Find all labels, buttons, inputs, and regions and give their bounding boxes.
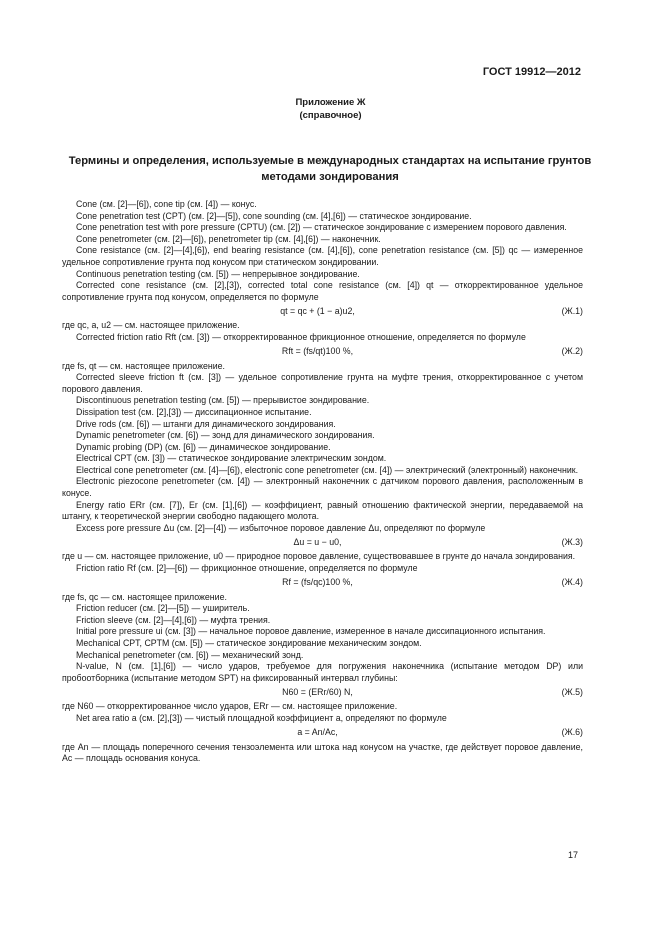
term-line: Friction sleeve (см. [2]—[4],[6]) — муфта трения. xyxy=(76,614,271,625)
term-line: Continuous penetration testing (см. [5]) — непрерывное зондирование. xyxy=(76,268,360,279)
term-line: Cone (см. [2]—[6]), cone tip (см. [4]) — конус. xyxy=(76,199,257,209)
formula: Rft = (fs/qt)100 %, xyxy=(281,346,354,357)
term-line: Mechanical CPT, CPTM (см. [5]) — статическое зондирование механическим зондом. xyxy=(76,638,422,648)
standard-number: ГОСТ 19912—2012 xyxy=(482,66,581,78)
formula: Δu = u − u0, xyxy=(293,537,342,548)
term-line: где fs, qt — см. настоящее приложение. xyxy=(62,360,225,371)
term-line: N-value, N (см. [1],[6]) — число ударов, требуемое для погружения наконечника (испытание методом DP) или пробоотборника (испытание методом SPT) на фиксированный интервал глубины: xyxy=(62,661,583,683)
page-number: 17 xyxy=(567,850,578,860)
term-line: Corrected friction ratio Rft (см. [3]) — откорректированное фрикционное отношение, определяется по формуле xyxy=(76,331,526,342)
formula-row xyxy=(62,534,583,551)
term-line: Dissipation test (см. [2],[3]) — диссипационное испытание. xyxy=(76,406,312,417)
formula-number: (Ж.6) xyxy=(561,727,583,738)
term-line: Net area ratio a (см. [2],[3]) — чистый площадной коэффициент a, определяют по формуле xyxy=(76,712,447,723)
term-line: Dynamic penetrometer (см. [6]) — зонд для динамического зондирования. xyxy=(76,430,375,441)
term-line: Mechanical penetrometer (см. [6]) — механический зонд. xyxy=(76,649,304,660)
term-line: где N60 — откорректированное число ударов, ERr — см. настоящее приложение. xyxy=(62,701,398,712)
term-line: Corrected cone resistance (см. [2],[3]), corrected total cone resistance (см. [4]) qt — откорректированное удельное сопротивление грунта под конусом, определяется по формуле xyxy=(62,280,583,302)
term-line: Cone penetrometer (см. [2]—[6]), penetrometer tip (см. [4],[6]) — наконечник. xyxy=(76,233,381,244)
appendix-subtitle: (справочное) xyxy=(299,110,362,121)
section-heading: Термины и определения, используемые в международных стандартах на испытание грунтов методами зондирования xyxy=(68,155,592,183)
term-line: где u — см. настоящее приложение, u0 — природное поровое давление, существовавшее в грунте до начала зондирования. xyxy=(62,551,576,562)
term-line: Initial pore pressure ui (см. [3]) — начальное поровое давление, измеренное в начале диссипационного испытания. xyxy=(76,626,546,637)
term-line: Electrical cone penetrometer (см. [4]—[6]), electronic cone penetrometer (см. [4]) — электрический (электронный) наконечник. xyxy=(76,464,579,475)
term-line: Discontinuous penetration testing (см. [5]) — прерывистое зондирование. xyxy=(76,395,370,406)
term-line: Excess pore pressure Δu (см. [2]—[4]) — избыточное поровое давление Δu, определяют по формуле xyxy=(76,522,486,533)
formula-row xyxy=(62,344,583,361)
term-line: Electrical CPT (см. [3]) — статическое зондирование электрическим зондом. xyxy=(76,453,387,464)
term-line: Drive rods (см. [6]) — штанги для динамического зондирования. xyxy=(76,418,336,429)
terms-body xyxy=(62,199,583,765)
formula-number: (Ж.2) xyxy=(561,346,583,357)
formula-number: (Ж.5) xyxy=(561,687,583,698)
term-line: Friction ratio Rf (см. [2]—[6]) — фрикционное отношение, определяется по формуле xyxy=(76,563,418,574)
formula: a = An/Ac, xyxy=(297,727,338,738)
formula-row xyxy=(62,684,583,701)
term-line: Cone penetration test (CPT) (см. [2]—[5]), cone sounding (см. [4],[6]) — статическое зондирование. xyxy=(76,210,472,221)
appendix-title: Приложение Ж xyxy=(295,97,366,108)
term-line: где fs, qc — см. настоящее приложение. xyxy=(62,591,227,602)
formula-number: (Ж.1) xyxy=(561,306,583,317)
formula-row xyxy=(62,575,583,592)
formula-number: (Ж.4) xyxy=(561,577,583,588)
formula: Rf = (fs/qc)100 %, xyxy=(282,577,353,588)
term-line: где An — площадь поперечного сечения тензоэлемента или штока над конусом на участке, где действует поровое давление, Ac — площадь основания конуса. xyxy=(62,741,583,764)
formula-row xyxy=(62,725,583,742)
formula-row xyxy=(62,303,583,320)
term-line: где qc, a, u2 — см. настоящее приложение. xyxy=(62,320,240,331)
term-line: Energy ratio ERr (см. [7]), Er (см. [1],[6]) — коэффициент, равный отношению фактической энергии, передаваемой на штангу, к теоретической энергии свободно падающего молота. xyxy=(62,499,583,522)
formula: qt = qc + (1 − a)u2, xyxy=(280,306,355,317)
term-line: Corrected sleeve friction ft (см. [3]) — удельное сопротивление грунта на муфте трения, откорректированное с учетом порового давления. xyxy=(62,372,583,394)
term-line: Dynamic probing (DP) (см. [6]) — динамическое зондирование. xyxy=(76,441,331,452)
formula: N60 = (ERr/60) N, xyxy=(282,687,353,698)
term-line: Cone resistance (см. [2]—[4],[6]), end bearing resistance (см. [4],[6]), cone penetration resistance (см. [5]) qc — измеренное удельное сопротивление грунта под конусом при статическом зондировании. xyxy=(62,245,583,267)
formula-number: (Ж.3) xyxy=(561,537,583,548)
term-line: Electronic piezocone penetrometer (см. [4]) — электронный наконечник с датчиком порового давления, расположенным в конусе. xyxy=(62,476,583,499)
term-line: Cone penetration test with pore pressure (CPTU) (см. [2]) — статическое зондирование с измерением порового давления. xyxy=(76,222,567,233)
term-line: Friction reducer (см. [2]—[5]) — уширитель. xyxy=(76,603,250,614)
